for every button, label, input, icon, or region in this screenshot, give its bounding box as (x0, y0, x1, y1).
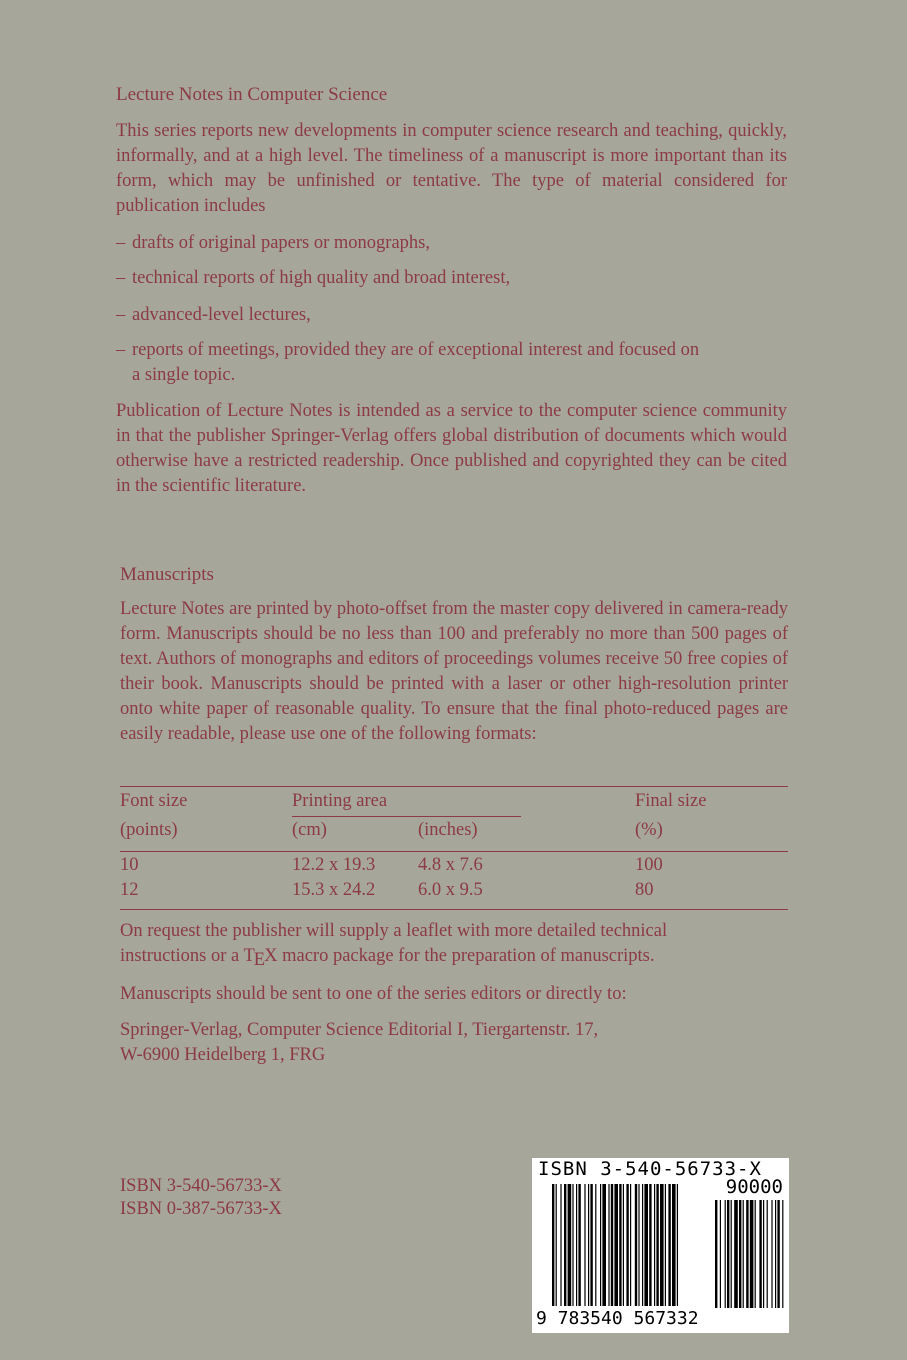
barcode-bar (668, 1184, 670, 1306)
barcode-bar (635, 1184, 637, 1306)
col-area-header: Printing area (292, 791, 388, 811)
manuscripts-title: Manuscripts (120, 564, 214, 585)
barcode-bar (677, 1184, 678, 1306)
area-sub-rule (292, 816, 521, 817)
barcode-bar (611, 1184, 613, 1306)
series-title: Lecture Notes in Computer Science (116, 84, 388, 105)
barcode-bar (584, 1184, 585, 1306)
barcode-bar (614, 1184, 618, 1306)
isbn-line-1: ISBN 3-540-56733-X (120, 1176, 282, 1196)
barcode-addon-bar (767, 1200, 768, 1308)
table-bottom-rule (120, 909, 788, 910)
barcode-bar (578, 1184, 580, 1306)
barcode-addon-bar (755, 1200, 756, 1308)
barcode-addon-bar (734, 1200, 738, 1308)
barcode-bar (600, 1184, 601, 1306)
barcode-addon-bar (720, 1200, 721, 1308)
table-cell: 15.3 x 24.2 (292, 880, 376, 900)
barcode-addon-bar (775, 1200, 776, 1308)
barcode-bar (623, 1184, 624, 1306)
barcode-bar (656, 1184, 658, 1306)
table-cell: 6.0 x 9.5 (418, 880, 483, 900)
barcode-bar (642, 1184, 643, 1306)
isbn-barcode (532, 1158, 789, 1333)
table-top-rule (120, 786, 788, 787)
isbn-line-2: ISBN 0-387-56733-X (120, 1199, 282, 1219)
table-cell: 80 (635, 880, 654, 900)
barcode-bar (665, 1184, 666, 1306)
publisher-address-line1: Springer-Verlag, Computer Science Editorial I, Tiergartenstr. 17, (120, 1020, 599, 1040)
barcode-bar (552, 1184, 554, 1306)
col-inches-header: (inches) (418, 820, 478, 840)
barcode-bar (649, 1184, 651, 1306)
barcode-number: 9 783540 567332 (536, 1308, 699, 1329)
barcode-addon-label: 90000 (725, 1176, 783, 1198)
bullet-item: – advanced-level lectures, (116, 305, 311, 325)
table-cell: 10 (120, 855, 139, 875)
barcode-addon-bar (777, 1200, 779, 1308)
barcode-bar (590, 1184, 592, 1306)
barcode-bar (638, 1184, 639, 1306)
table-header-rule (120, 851, 788, 852)
barcode-bar (660, 1184, 664, 1306)
table-cell: 4.8 x 7.6 (418, 855, 483, 875)
barcode-bar (595, 1184, 596, 1306)
col-cm-header: (cm) (292, 820, 327, 840)
bullet-item: – technical reports of high quality and broad interest, (116, 268, 511, 288)
barcode-bar (602, 1184, 606, 1306)
col-final-header: Final size (635, 791, 707, 811)
barcode-addon-bar (746, 1200, 748, 1308)
barcode-addon-bar (759, 1200, 761, 1308)
manuscripts-body: Lecture Notes are printed by photo-offset from the master copy delivered in camera-ready form. Manuscripts should be no less than 100 and preferably no more than 500 pages of text. Authors of monographs and editors of proceedings volumes receive 50 free copies of their book. Manuscripts should be printed with a laser or other high-resolution printer onto white paper of reasonable quality. To ensure that the final photo-reduced pages are easily readable, please use one of the following formats: (120, 599, 788, 744)
col-font-unit: (points) (120, 820, 178, 840)
series-intro: This series reports new developments in computer science research and teaching, quickly, informally, and at a high level. The timeliness of a manuscript is more important than its form, which may be unfinished or tentative. The type of material considered for publication includes (116, 121, 787, 216)
barcode-bar (568, 1184, 572, 1306)
barcode-bar (626, 1184, 628, 1306)
send-to-note: Manuscripts should be sent to one of the series editors or directly to: (120, 984, 627, 1004)
barcode-bar (654, 1184, 655, 1306)
table-cell: 100 (635, 855, 663, 875)
barcode-addon-bar (739, 1200, 741, 1308)
barcode-bar (644, 1184, 648, 1306)
series-outro: Publication of Lecture Notes is intended as a service to the computer science community in that the publisher Springer-Verlag offers global distribution of documents which would otherwise have a restricted readership. Once published and copyrighted they can be cited in the scientific literature. (116, 401, 787, 496)
barcode-addon-bar (743, 1200, 744, 1308)
barcode-bar (619, 1184, 621, 1306)
barcode-bar (564, 1184, 566, 1306)
col-final-unit: (%) (635, 820, 663, 840)
barcode-bar (630, 1184, 631, 1306)
barcode-addon-bar (725, 1200, 726, 1308)
barcode-bar (588, 1184, 589, 1306)
barcode-bar (672, 1184, 676, 1306)
barcode-bar (576, 1184, 577, 1306)
table-cell: 12.2 x 19.3 (292, 855, 376, 875)
barcode-bar (572, 1184, 573, 1306)
barcode-bar (608, 1184, 609, 1306)
barcode-addon-bar (782, 1200, 783, 1308)
bullet-item: – reports of meetings, provided they are of exceptional interest and focused on a single topic. (116, 340, 700, 385)
barcode-bar (556, 1184, 557, 1306)
barcode-addon-bar (771, 1200, 772, 1308)
col-font-header: Font size (120, 791, 188, 811)
bullet-item: – drafts of original papers or monographs, (116, 233, 430, 253)
barcode-bars (532, 1158, 789, 1333)
barcode-addon-bar (715, 1200, 717, 1308)
barcode-addon-bar (731, 1200, 732, 1308)
request-note: On request the publisher will supply a leaflet with more detailed technical instructions or a TEX macro package for the preparation of manuscripts. (120, 921, 668, 970)
barcode-isbn-label: ISBN 3-540-56733-X (538, 1158, 762, 1180)
barcode-addon-bar (763, 1200, 764, 1308)
table-cell: 12 (120, 880, 139, 900)
barcode-addon-bar (750, 1200, 754, 1308)
barcode-addon-bar (727, 1200, 729, 1308)
barcode-bar (560, 1184, 561, 1306)
publisher-address-line2: W-6900 Heidelberg 1, FRG (120, 1045, 326, 1065)
